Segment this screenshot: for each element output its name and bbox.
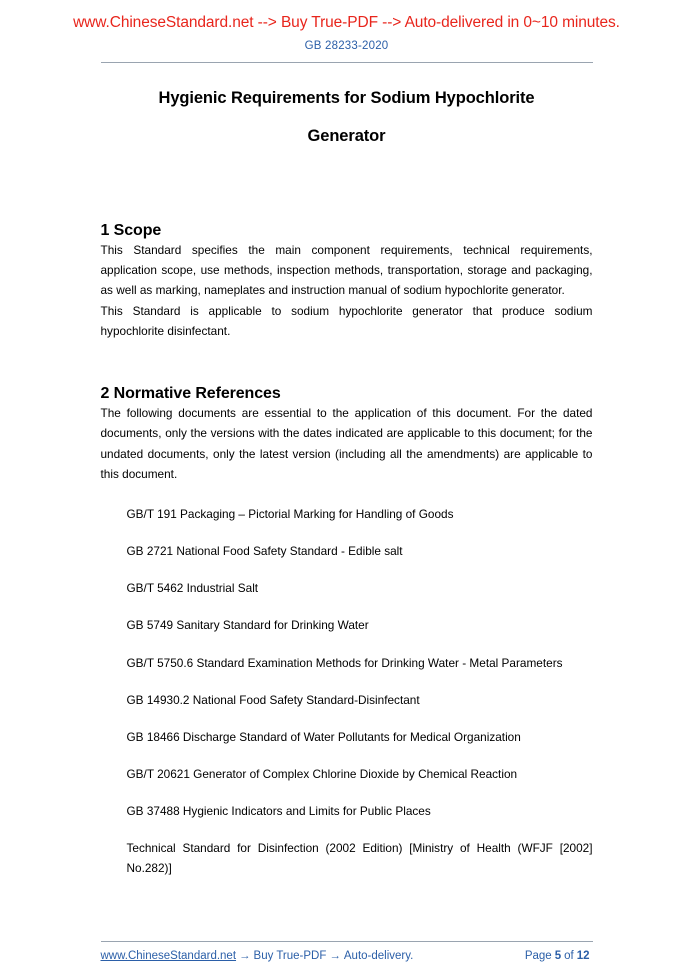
page-number: 5 [554, 950, 562, 962]
reference-list [101, 504, 593, 878]
page-title-line2: Generator [307, 127, 386, 146]
paragraph-references-intro: The following documents are essential to the application of this document. For the dated documents, only the versions with the dates indicated are applicable to this document; for the undated documents, only the latest version (including all the amendments) are applicable to this document. [100, 406, 593, 482]
list-item: GB/T 5462 Industrial Salt [126, 581, 259, 596]
standard-code: GB 28233-2020 [304, 40, 389, 52]
list-item: GB 37488 Hygienic Indicators and Limits for Public Places [126, 803, 431, 818]
footer-buy-label[interactable]: Buy True-PDF [253, 950, 327, 962]
section-heading-scope: 1 Scope [100, 221, 162, 239]
list-item: GB/T 5750.6 Standard Examination Methods for Drinking Water - Metal Parameters [126, 655, 563, 670]
section-normative-references [101, 385, 593, 878]
arrow-icon: → [329, 950, 341, 962]
page-title-line1: Hygienic Requirements for Sodium Hypochlorite [158, 89, 535, 107]
section-heading-normative-references: 2 Normative References [100, 385, 281, 403]
footer-delivery-label: Auto-delivery. [343, 950, 414, 962]
page-footer [0, 941, 693, 962]
arrow-icon: → [239, 950, 251, 962]
list-item: GB/T 191 Packaging – Pictorial Marking for Handling of Goods [126, 507, 454, 522]
list-item: GB 5749 Sanitary Standard for Drinking Water [126, 618, 369, 633]
promo-banner: www.ChineseStandard.net --> Buy True-PDF --> Auto-delivered in 0~10 minutes. [73, 14, 620, 31]
footer-site-link[interactable]: www.ChineseStandard.net [100, 950, 237, 962]
list-item: Technical Standard for Disinfection (2002 Edition) [Ministry of Health (WFJF [2002] No.282)] [126, 840, 593, 875]
list-item: GB 14930.2 National Food Safety Standard-Disinfectant [126, 692, 420, 707]
page-title [101, 85, 593, 150]
section-scope [101, 222, 593, 341]
list-item: GB/T 20621 Generator of Complex Chlorine Dioxide by Chemical Reaction [126, 766, 518, 781]
footer-divider [101, 941, 593, 942]
document-content [101, 63, 593, 878]
page-indicator [525, 950, 593, 962]
paragraph-scope-2: This Standard is applicable to sodium hypochlorite generator that produce sodium hypochlorite disinfectant. [100, 303, 593, 338]
page-label: Page [524, 950, 552, 962]
list-item: GB 2721 National Food Safety Standard - Edible salt [126, 544, 403, 559]
list-item: GB 18466 Discharge Standard of Water Pollutants for Medical Organization [126, 729, 521, 744]
footer-links[interactable] [101, 950, 414, 962]
footer-row [101, 950, 593, 962]
page-total: 12 [576, 950, 590, 962]
of-label: of [564, 950, 574, 962]
paragraph-scope-1: This Standard specifies the main component requirements, technical requirements, application scope, use methods, inspection methods, transportation, storage and packaging, as well as marking, nameplates and instruction manual of sodium hypochlorite generator. [100, 242, 593, 298]
